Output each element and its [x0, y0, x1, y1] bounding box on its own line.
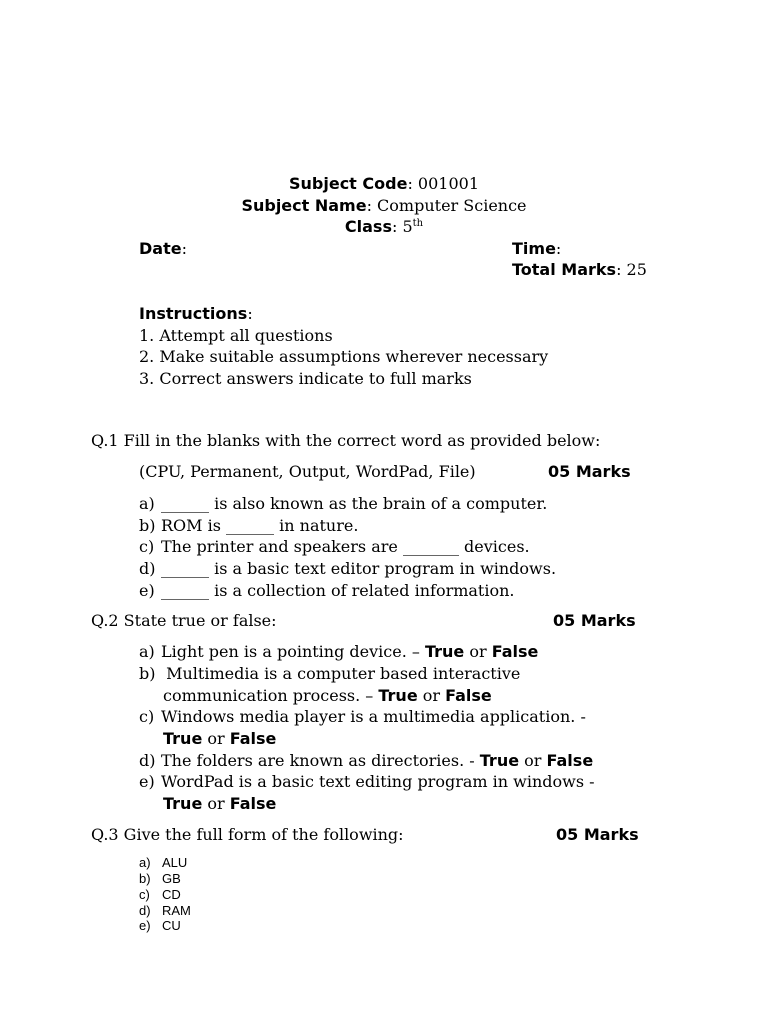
item-text: ______ is a collection of related information. [161, 581, 515, 600]
item-label: c) [139, 707, 155, 726]
q2-item [139, 751, 593, 771]
time-line [512, 239, 561, 259]
item-text: ROM is ______ in nature. [161, 516, 359, 535]
q2-item-continuation [163, 729, 276, 749]
true-word: True [479, 751, 520, 770]
q3-item [139, 918, 181, 934]
item-label: a) [139, 642, 155, 661]
item-label: e) [139, 772, 155, 791]
q3-title: Q.3 Give the full form of the following: [91, 825, 404, 844]
instruction-item: 1. Attempt all questions [139, 326, 333, 345]
class-label: Class [344, 217, 392, 236]
item-label: a) [139, 494, 155, 513]
true-word: True [163, 794, 203, 813]
or-word: or [202, 729, 230, 748]
q1-options: (CPU, Permanent, Output, WordPad, File) [139, 462, 476, 481]
q3-item [139, 871, 181, 887]
q1-item [139, 581, 515, 601]
or-word: or [202, 794, 230, 813]
false-word: False [445, 686, 492, 705]
q1-item [139, 537, 530, 557]
item-label: b) [139, 871, 151, 886]
item-label: b) [139, 516, 156, 535]
item-text: WordPad is a basic text editing program in windows - [161, 772, 595, 791]
instructions-heading [139, 304, 253, 324]
instructions-title: Instructions [139, 304, 248, 323]
item-text: Multimedia is a computer based interactive [161, 664, 521, 683]
false-word: False [491, 642, 539, 661]
q2-item [139, 664, 520, 684]
q2-item [139, 642, 538, 662]
q1-item [139, 516, 358, 536]
subject-name-line [0, 196, 768, 216]
or-word: or [417, 686, 446, 705]
q2-item [139, 772, 595, 792]
q3-item [139, 903, 191, 919]
instruction-item: 3. Correct answers indicate to full marks [139, 369, 472, 388]
q2-item-continuation [163, 686, 492, 706]
subject-name-label: Subject Name [241, 196, 367, 215]
item-text: The printer and speakers are _______ devices. [161, 537, 530, 556]
q1-item [139, 494, 547, 514]
or-word: or [464, 642, 492, 661]
instructions-colon: : [247, 304, 253, 323]
q1-title: Q.1 Fill in the blanks with the correct word as provided below: [91, 431, 601, 450]
item-label: d) [139, 559, 156, 578]
date-colon: : [181, 239, 187, 258]
item-label: b) [139, 664, 156, 683]
item-label: a) [139, 855, 151, 870]
subject-code-line [0, 174, 768, 194]
item-text: communication process. – [163, 686, 379, 705]
class-line [0, 217, 768, 237]
item-label: d) [139, 751, 156, 770]
total-marks-label: Total Marks [512, 260, 617, 279]
item-text: Light pen is a pointing device. – [161, 642, 425, 661]
q2-title: Q.2 State true or false: [91, 611, 277, 630]
item-text: ALU [162, 855, 188, 870]
total-marks-value: : 25 [616, 260, 647, 279]
total-marks-line [512, 260, 647, 280]
subject-name-value: : Computer Science [366, 196, 527, 215]
item-label: e) [139, 918, 151, 933]
item-text: ______ is also known as the brain of a computer. [161, 494, 548, 513]
q3-marks: 05 Marks [556, 825, 639, 844]
q3-item [139, 855, 187, 871]
q1-marks: 05 Marks [548, 462, 631, 481]
q3-item [139, 887, 181, 903]
true-word: True [163, 729, 203, 748]
item-text: RAM [162, 903, 191, 918]
false-word: False [229, 794, 277, 813]
item-label: e) [139, 581, 155, 600]
true-word: True [424, 642, 465, 661]
item-text: CU [162, 918, 181, 933]
subject-code-value: : 001001 [407, 174, 479, 193]
or-word: or [519, 751, 547, 770]
item-text: CD [162, 887, 181, 902]
item-label: c) [139, 887, 150, 902]
q2-item [139, 707, 586, 727]
item-text: GB [162, 871, 181, 886]
false-word: False [546, 751, 594, 770]
instruction-item: 2. Make suitable assumptions wherever necessary [139, 347, 549, 366]
true-word: True [378, 686, 418, 705]
time-label: Time [512, 239, 556, 258]
time-colon: : [555, 239, 562, 258]
q2-marks: 05 Marks [553, 611, 636, 630]
class-value: : 5 [391, 217, 413, 236]
item-text: ______ is a basic text editor program in windows. [161, 559, 557, 578]
q1-item [139, 559, 556, 579]
item-text: The folders are known as directories. - [161, 751, 480, 770]
false-word: False [229, 729, 277, 748]
item-label: d) [139, 903, 151, 918]
date-line [139, 239, 187, 259]
date-label: Date [139, 239, 182, 258]
item-text: Windows media player is a multimedia application. - [161, 707, 586, 726]
subject-code-label: Subject Code [288, 174, 408, 193]
class-superscript: th [412, 218, 424, 229]
q2-item-continuation [163, 794, 276, 814]
item-label: c) [139, 537, 155, 556]
